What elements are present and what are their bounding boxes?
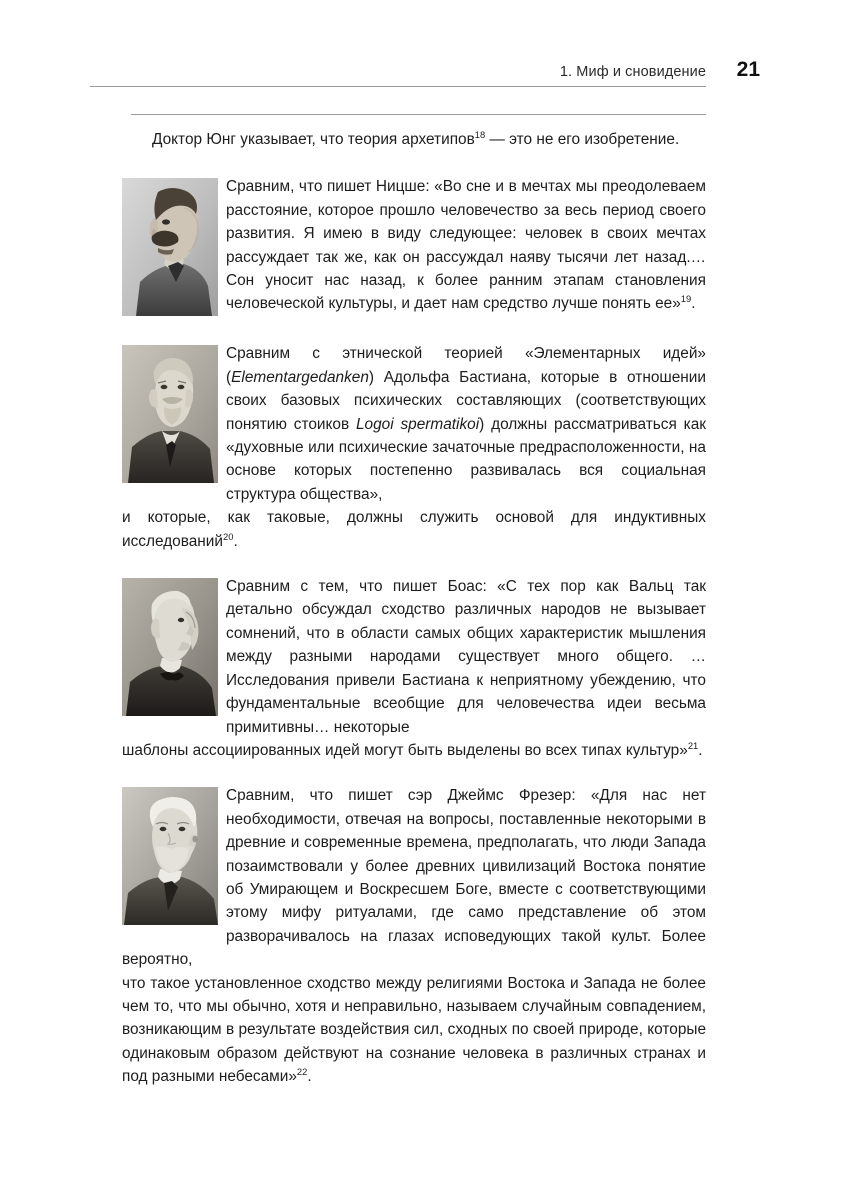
continuation-text-boas: шаблоны ассоциированных идей могут быть выделены во всех типах культур» (122, 741, 688, 759)
footnote-ref-19: 19 (680, 293, 692, 305)
quote-lead-boas: Сравним с тем, что пишет Боас: «С тех пор как Вальц так детально обсуждал сходство различных народов не вызывает сомнений, что в области самых общих характеристик мышления между разными народами существует много общего. …Исследования привели Бастиана к неприятному убеждению, что фундаментальные всеобщие для человечества идеи весьма примитивны… некоторые (226, 578, 706, 736)
continuation-tail-frazer: . (307, 1068, 312, 1086)
quote-lead-nietzsche: Сравним, что пишет Ницше: «Во сне и в мечтах мы преодолеваем расстояние, которое прошло человечество за весь период своего развития. Я имею в виду следующее: человек в своих мечтах рассуждает так же, как он рассуждал наяву тысячи лет назад.… Сон уносит нас назад, к более ранним этапам становления человеческой культуры, и дает нам средство лучше понять ее» (226, 178, 706, 313)
quote-lead-bastian-3: ) должны рассматриваться как «духовные или психические зачаточные предрасположенности, на основе которых постепенно развивалась вся социальная структура общества», (226, 415, 707, 503)
quote-block-bastian (122, 342, 706, 553)
page-number: 21 (736, 58, 760, 81)
quote-lead-frazer: Сравним, что пишет сэр Джеймс Фрезер: «Для нас нет необходимости, отвечая на вопросы, поставленные некоторыми в древние и современные времена, предполагать, что люди Запада позаимствовали у более древних цивилизаций Востока понятие об Умирающем и Воскресшем Боге, вместе с соответствующими этому мифу ритуалами, где само представление об этом разворачивалось на глазах исповедующих такой культ. Более вероятно, (122, 787, 706, 969)
intro-text-after: — это не его изобретение. (485, 131, 680, 148)
footnote-ref-18: 18 (474, 128, 486, 140)
continuation-tail-bastian: . (233, 532, 238, 550)
section-rule (131, 114, 706, 115)
continuation-text-frazer: что такое установленное сходство между религиями Востока и Запада не более чем то, что мы обычно, хотя и неправильно, называем случайным совпадением, возникающим в результате воздействия сил, сходных по своей природе, которые одинаковым образом действуют на сознание человека в различных странах и под разными небесами» (122, 974, 706, 1086)
foreign-term-elementargedanken: Elementargedanken (231, 368, 369, 386)
quote-block-frazer (122, 784, 706, 1088)
chapter-title: 1. Миф и сновидение (559, 64, 706, 80)
quote-continuation-bastian (122, 506, 706, 553)
continuation-tail-boas: . (698, 741, 703, 759)
quote-block-nietzsche (122, 175, 706, 320)
quote-tail-nietzsche: . (691, 295, 696, 313)
portrait-bastian-image (122, 345, 218, 483)
intro-text-before: Доктор Юнг указывает, что теория архетипов (152, 131, 475, 148)
spacer (122, 320, 706, 342)
quote-continuation-boas (122, 739, 706, 762)
footnote-ref-21: 21 (687, 739, 699, 751)
spacer (122, 553, 706, 575)
quote-block-boas (122, 575, 706, 762)
running-header (90, 58, 760, 82)
continuation-text-bastian: и которые, как таковые, должны служить основой для индуктивных исследований (122, 509, 706, 550)
portrait-bastian (122, 345, 218, 483)
footnote-ref-22: 22 (296, 1066, 308, 1078)
body-content (122, 128, 706, 1089)
portrait-frazer (122, 787, 218, 925)
quote-lead-bastian-2: ) Адольфа Бастиана, которые в отношении своих базовых психических составляющих (соответствующих понятию стоиков (226, 368, 706, 433)
spacer (122, 151, 706, 175)
portrait-boas-image (122, 578, 218, 716)
quote-lead-bastian-1: Сравним с этнической теорией «Элементарных идей» ( (226, 345, 706, 386)
intro-paragraph (122, 128, 706, 151)
quote-continuation-frazer (122, 972, 706, 1089)
foreign-term-logoi-spermatikoi: Logoi spermatikoi (355, 415, 480, 433)
portrait-nietzsche-image (122, 178, 218, 316)
portrait-nietzsche (122, 178, 218, 316)
portrait-boas (122, 578, 218, 716)
footnote-ref-20: 20 (223, 530, 234, 542)
portrait-frazer-image (122, 787, 218, 925)
spacer (122, 762, 706, 784)
header-rule (90, 86, 706, 87)
